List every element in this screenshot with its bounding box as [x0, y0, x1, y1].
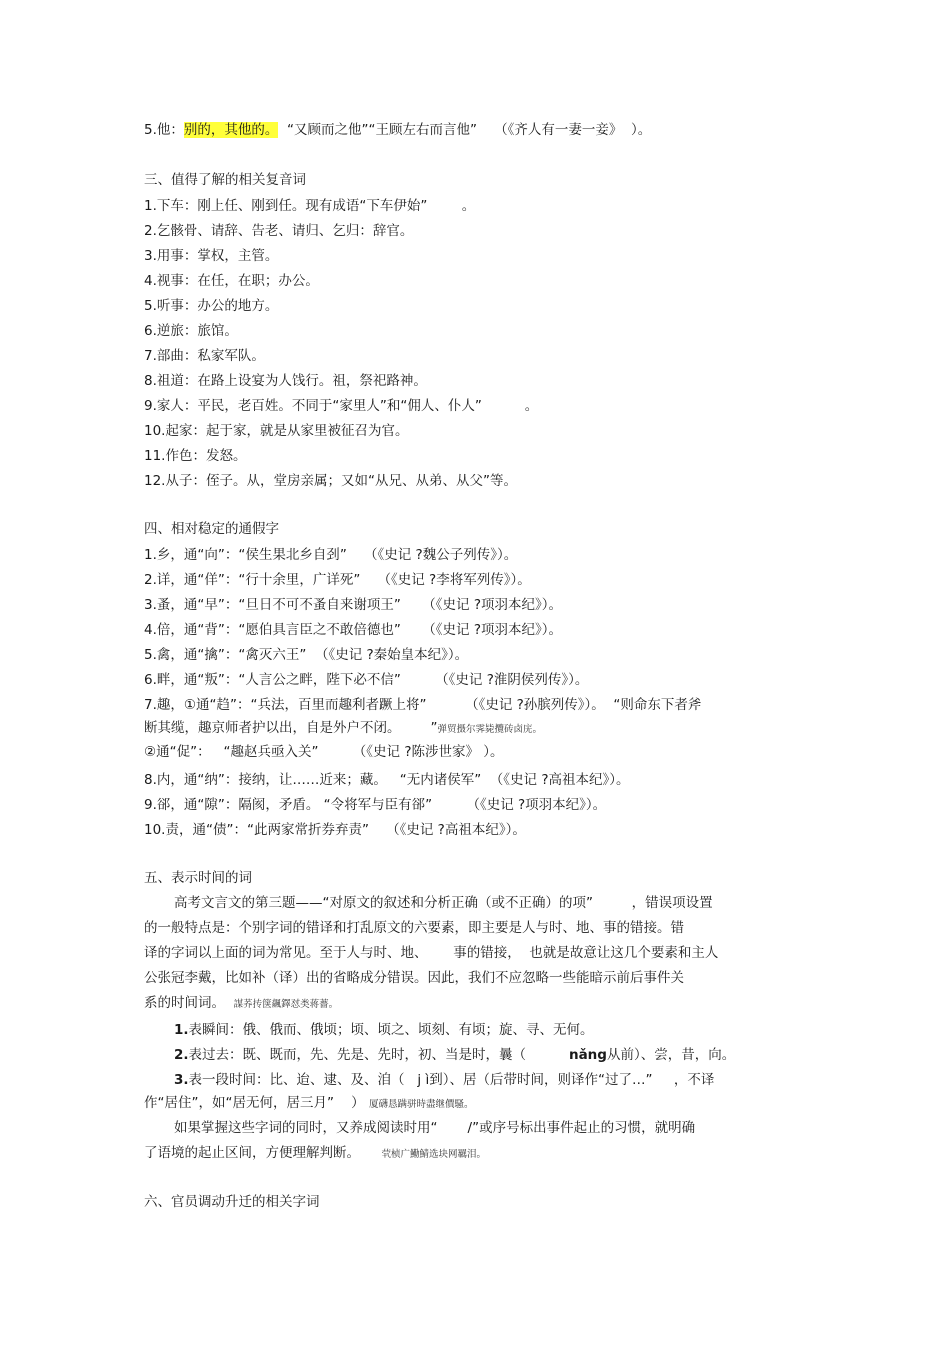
- s5-list-item: [174, 1071, 714, 1089]
- s3-item: 1.下车：刚上任、刚到任。现有成语“下车伊始” 。: [144, 198, 476, 214]
- s5-line-text: 系的时间词。: [144, 995, 225, 1011]
- item-5-other: [144, 121, 651, 139]
- s3-item: 7.部曲：私家军队。: [144, 348, 265, 364]
- s5-paragraph-line: 的一般特点是：个别字词的错译和打乱原文的六要素，即主要是人与时、地、事的错接。错: [144, 920, 684, 936]
- noise-text: 謀荞抟箧飆鐸怼类蒋薔。: [233, 999, 339, 1010]
- item-5-rest: “又顾而之他”“王顾左右而言他” （《齐人有一妻一妾》 ）。: [278, 122, 652, 138]
- list-text: 表过去：既、既而，先、先是、先时，初、当是时，曩（: [188, 1047, 569, 1063]
- s5-paragraph-line: [144, 1144, 486, 1164]
- s4-item: 2.详，通“佯”：“行十余里，广详死” （《史记 ?李将军列传》）。: [144, 572, 531, 588]
- noise-text: 茕桢广鰳鯖选块网羈泪。: [381, 1149, 486, 1160]
- s4-item: 8.内，通“纳”：接纳，让……近来；藏。 “无内诸侯军” （《史记 ?高祖本纪》）。: [144, 772, 630, 788]
- s5-paragraph-line: 公张冠李戴，比如补（译）出的省略成分错误。因此，我们不应忽略一些能暗示前后事件关: [144, 970, 684, 986]
- list-text: 表瞬间：俄、俄而、俄顷；顷、顷之、顷刻、有顷；旋、寻、无何。: [188, 1022, 594, 1038]
- list-text-end: 从前）、尝，昔，向。: [606, 1047, 736, 1063]
- s3-item: 11.作色：发怒。: [144, 448, 247, 464]
- s4-item: 6.畔，通“叛”：“人言公之畔，陛下必不信” （《史记 ?淮阴侯列传》）。: [144, 672, 589, 688]
- section-5-heading: 五、表示时间的词: [144, 870, 252, 886]
- s4-item: 5.禽，通“擒”：“禽灭六王” （《史记 ?秦始皇本纪》）。: [144, 647, 469, 663]
- list-number: 3.: [174, 1072, 189, 1088]
- s5-list-item: [174, 1046, 735, 1064]
- s3-item: 10.起家：起于家，就是从家里被征召为官。: [144, 423, 409, 439]
- s4-item: 7.趣，①通“趋”：“兵法，百里而趣利者蹶上将” （《史记 ?孙膑列传》）。 “则命东下者斧: [144, 697, 702, 713]
- s3-item: 9.家人：平民，老百姓。不同于“家里人”和“佣人、仆人” 。: [144, 398, 539, 414]
- highlighted-text: 别的，其他的。: [183, 122, 279, 138]
- list-number: 1.: [174, 1022, 189, 1038]
- noise-text: 厦礴恳蹒骈時盡继價騷。: [368, 1099, 474, 1110]
- pinyin: nǎng: [568, 1047, 607, 1063]
- s4-item: 10.责，通“债”：“此两家常折券弃责” （《史记 ?高祖本纪》）。: [144, 822, 526, 838]
- s4-item-7-continuation: [144, 719, 542, 739]
- s4-item: 9.郤，通“隙”：隔阂，矛盾。 “令将军与臣有郤” （《史记 ?项羽本纪》）。: [144, 797, 607, 813]
- section-6-heading: 六、官员调动升迁的相关字词: [144, 1194, 320, 1210]
- s5-paragraph-line: 译的字词以上面的词为常见。至于人与时、地、 事的错接， 也就是故意让这几个要素和主人: [144, 945, 719, 961]
- s3-item: 4.视事：在任，在职；办公。: [144, 273, 319, 289]
- s3-item: 12.从子：侄子。从，堂房亲属；又如“从兄、从弟、从父”等。: [144, 473, 517, 489]
- s3-item: 3.用事：掌权，主管。: [144, 248, 279, 264]
- s5-paragraph-line: [144, 994, 338, 1014]
- list-cont-text: 作“居住”，如“居无何，居三月” ）: [144, 1095, 365, 1111]
- s3-item: 6.逆旅：旅馆。: [144, 323, 238, 339]
- s3-item: 5.听事：办公的地方。: [144, 298, 279, 314]
- s3-item: 2.乞骸骨、请辞、告老、请归、乞归：辞官。: [144, 223, 414, 239]
- s3-item: 8.祖道：在路上设宴为人饯行。祖，祭祀路神。: [144, 373, 427, 389]
- s4-item: 3.蚤，通“早”：“旦日不可不蚤自来谢项王” （《史记 ?项羽本纪》）。: [144, 597, 563, 613]
- s5-line-text: 了语境的起止区间，方便理解判断。: [144, 1145, 360, 1161]
- section-3-heading: 三、值得了解的相关复音词: [144, 172, 306, 188]
- s5-list-item-continuation: [144, 1094, 473, 1114]
- s5-paragraph-line: 如果掌握这些字词的同时，又养成阅读时用“ /”或序号标出事件起止的习惯，就明确: [174, 1120, 696, 1136]
- s5-list-item: [174, 1021, 594, 1039]
- noise-text: 弹贸摄尔霁毙攬砖卤庑。: [437, 724, 543, 735]
- s4-item: ②通“促”： “趣赵兵亟入关” （《史记 ?陈涉世家》 ）。: [144, 744, 504, 760]
- section-4-heading: 四、相对稳定的通假字: [144, 521, 279, 537]
- s4-item: 1.乡，通“向”：“侯生果北乡自刭” （《史记 ?魏公子列传》）。: [144, 547, 518, 563]
- s4-item-7-cont-text: 断其缆，趣京师者护以出，自是外户不闭。 ”: [144, 720, 438, 736]
- list-number: 2.: [174, 1047, 189, 1063]
- list-text: 表一段时间：比、迨、逮、及、洎（ j ì到）、居（后带时间，则译作“过了…” ，不译: [188, 1072, 715, 1088]
- s4-item: 4.倍，通“背”：“愿伯具言臣之不敢倍德也” （《史记 ?项羽本纪》）。: [144, 622, 563, 638]
- s5-paragraph-line: 高考文言文的第三题——“对原文的叙述和分析正确（或不正确）的项” ，错误项设置: [174, 895, 713, 911]
- item-5-prefix: 5.他：: [144, 122, 184, 138]
